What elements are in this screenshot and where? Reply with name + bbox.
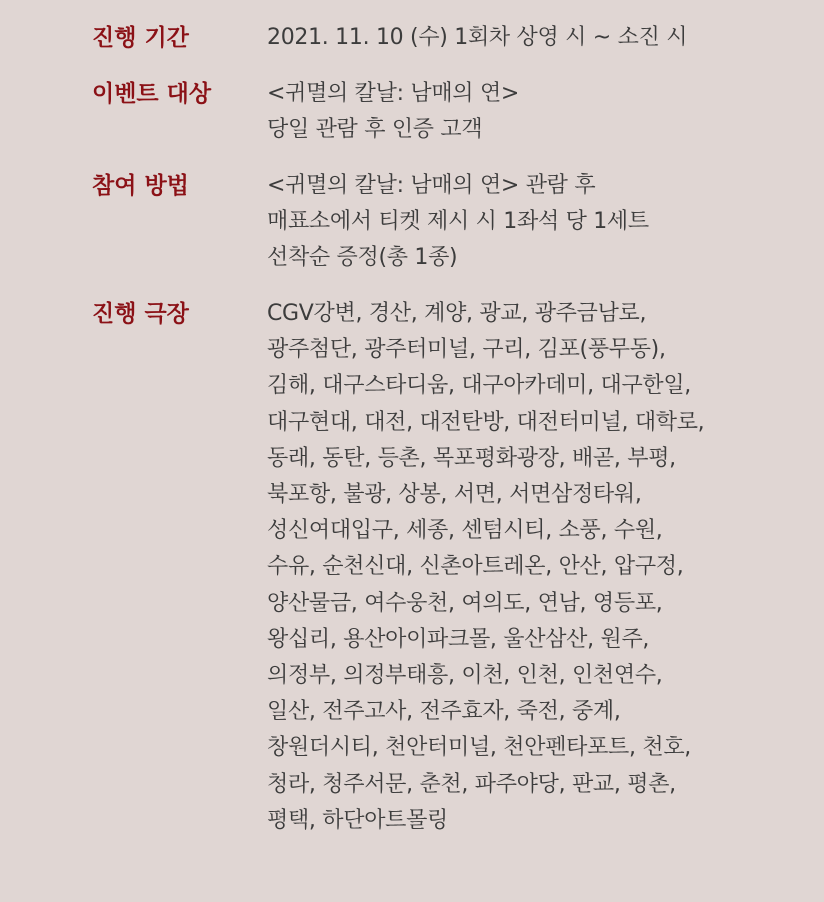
theaters-line: 평택, 하단아트몰링 [267,807,449,833]
theaters-line: 김해, 대구스타디움, 대구아카데미, 대구한일, [267,373,691,399]
theaters-line: 의정부, 의정부태흥, 이천, 인천, 인천연수, [267,663,663,689]
method-line: 선착순 증정(총 1종) [267,245,458,270]
method-row [0,168,824,276]
method-label: 참여 방법 [92,173,189,199]
theaters-line: 청라, 청주서문, 춘천, 파주야당, 판교, 평촌, [267,771,676,797]
target-value [267,76,824,148]
theaters-line: 창원더시티, 천안터미널, 천안펜타포트, 천호, [267,735,691,761]
theaters-line: 성신여대입구, 세종, 센텀시티, 소풍, 수원, [267,518,663,544]
target-label: 이벤트 대상 [92,81,212,107]
theaters-row [0,296,824,839]
theaters-line: 북포항, 불광, 상봉, 서면, 서면삼정타워, [267,482,642,508]
period-line: 2021. 11. 10 (수) 1회차 상영 시 ~ 소진 시 [267,25,688,50]
theaters-label: 진행 극장 [92,301,189,327]
theaters-line: 대구현대, 대전, 대전탄방, 대전터미널, 대학로, [267,409,705,435]
target-line: <귀멸의 칼날: 남매의 연> [267,81,520,106]
method-value [267,168,824,276]
target-row [0,76,824,148]
theaters-value [267,296,824,839]
theaters-line: 광주첨단, 광주터미널, 구리, 김포(풍무동), [267,337,666,363]
theaters-line: 동래, 동탄, 등촌, 목포평화광장, 배곧, 부평, [267,445,676,471]
period-row [0,20,824,56]
theaters-line: CGV강변, 경산, 계양, 광교, 광주금남로, [267,301,647,326]
target-line: 당일 관람 후 인증 고객 [267,117,483,142]
period-label: 진행 기간 [92,25,189,51]
theaters-line: 양산물금, 여수웅천, 여의도, 연남, 영등포, [267,590,663,616]
method-line: 매표소에서 티켓 제시 시 1좌석 당 1세트 [267,209,649,234]
method-line: <귀멸의 칼날: 남매의 연> 관람 후 [267,173,596,198]
theaters-line: 일산, 전주고사, 전주효자, 죽전, 중계, [267,699,621,725]
theaters-line: 수유, 순천신대, 신촌아트레온, 안산, 압구정, [267,554,684,580]
period-value [267,20,824,56]
theaters-line: 왕십리, 용산아이파크몰, 울산삼산, 원주, [267,626,650,652]
